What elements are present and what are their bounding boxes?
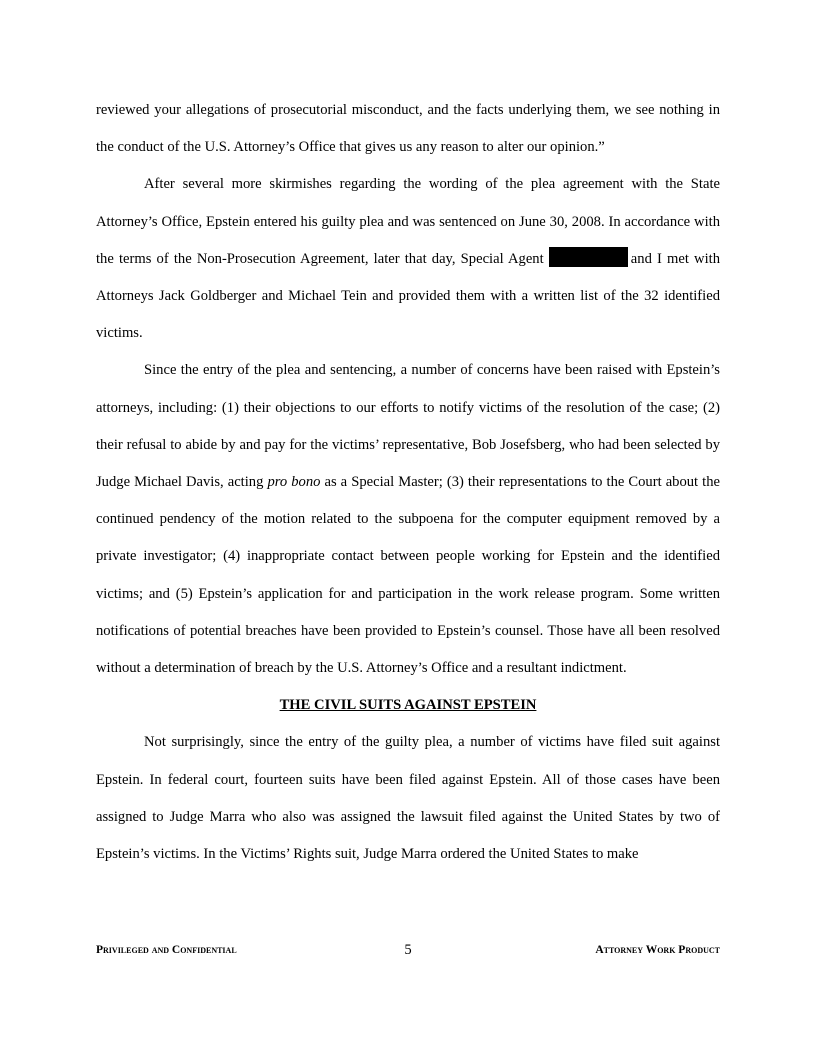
document-body (96, 92, 720, 873)
paragraph-2-text-after-redaction: and I met with Attorneys Jack Goldberger and Michael Tein and provided them with a written list of the 32 identified victims. (96, 250, 720, 342)
paragraph-3 (96, 352, 720, 687)
footer-work-product-label: Attorney Work Product (595, 944, 720, 956)
paragraph-2 (96, 166, 720, 352)
page-number: 5 (404, 942, 412, 958)
paragraph-3-italic-term: pro bono (267, 474, 321, 491)
paragraph-1: reviewed your allegations of prosecutorial misconduct, and the facts underlying them, we see nothing in the conduct of the U.S. Attorney’s Office that gives us any reason to alter our opinion.” (96, 102, 720, 156)
paragraph-4: Not surprisingly, since the entry of the guilty plea, a number of victims have filed suit against Epstein. In federal court, fourteen suits have been filed against Epstein. All of those cases have been assigned to Judge Marra who also was assigned the lawsuit filed against the United States by two of Epstein’s victims. In the Victims’ Rights suit, Judge Marra ordered the United States to make (96, 734, 720, 863)
paragraph-3-text-part1: Since the entry of the plea and sentencing, a number of concerns have been raised with Epstein’s attorneys, including: (1) their objections to our efforts to notify victims of the resolution of the case; (2) their refusal to abide by and pay for the victims’ representative, Bob Josefsberg, who had been selected by Judge Michael Davis, acting (96, 362, 720, 491)
paragraph-2-text-before-redaction: After several more skirmishes regarding the wording of the plea agreement with the State Attorney’s Office, Epstein entered his guilty plea and was sentenced on June 30, 2008. In accordance with the terms of the Non-Prosecution Agreement, later that day, Special Agent (96, 176, 720, 267)
section-heading: THE CIVIL SUITS AGAINST EPSTEIN (279, 697, 537, 714)
paragraph-3-text-part2: as a Special Master; (3) their representations to the Court about the continued pendency of the motion related to the subpoena for the computer equipment removed by a private investigator; (4) inappropriate contact between people working for Epstein and the identified victims; and (5) Epstein’s application for and participation in the work release program. Some written notifications of potential breaches have been provided to Epstein’s counsel. Those have all been resolved without a determination of breach by the U.S. Attorney’s Office and a resultant indictment. (96, 474, 720, 677)
page-footer (96, 942, 720, 962)
footer-privileged-label: Privileged and Confidential (96, 944, 237, 956)
redaction-block (549, 247, 628, 267)
